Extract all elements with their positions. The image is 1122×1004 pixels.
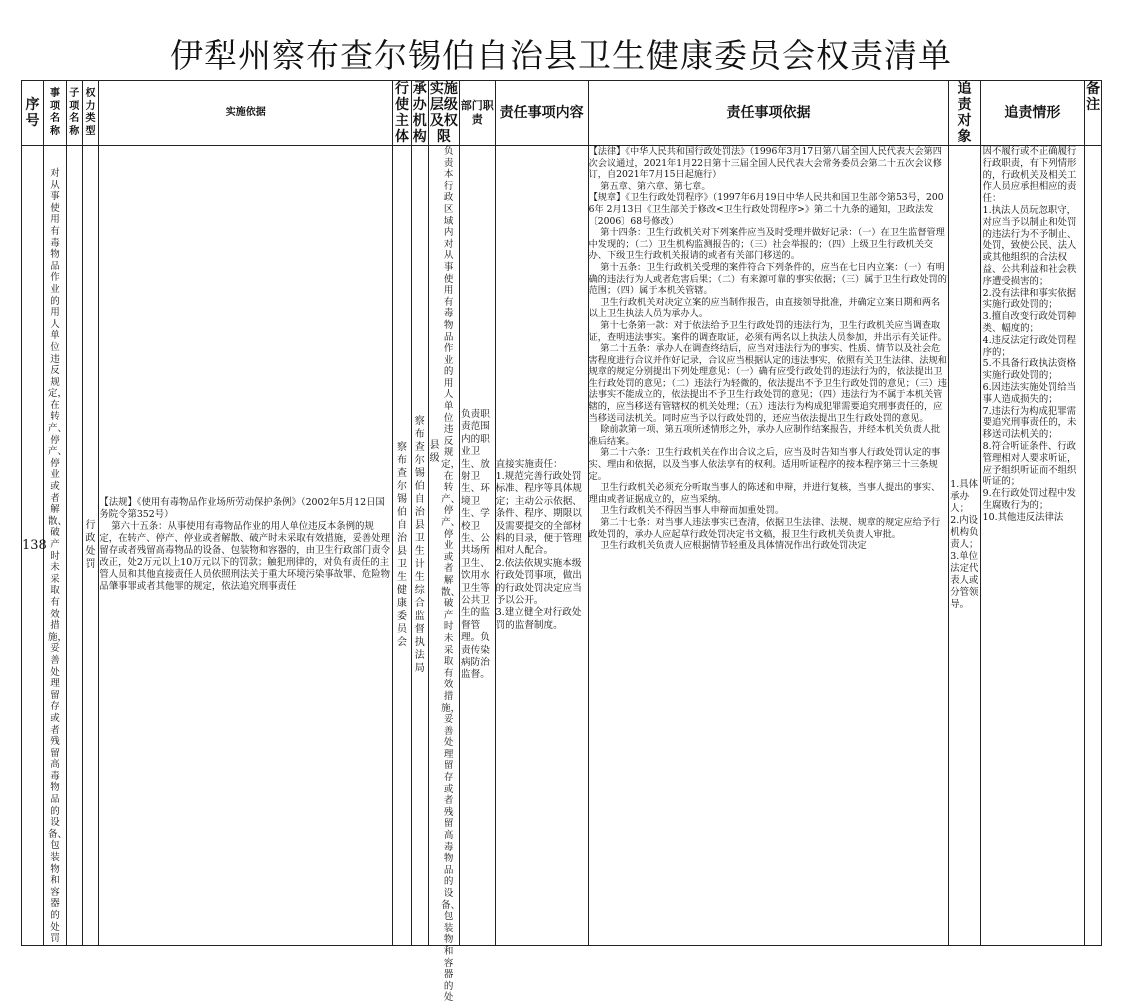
row-dept-duty: 负责职责范围内的职业卫生、放射卫生、环境卫生、学校卫生、公共场所卫生、饮用水卫生等公共卫生的监督管理。负责传染病防治监督。: [461, 408, 490, 681]
header-seq: 序号: [25, 97, 40, 129]
row-item-name: 对从事使用有毒物品作业的用人单位违反规定，在转产、停产、停业或者解散、破产时未采取有效措施，妥善处理留存或者残留高毒物品的设备、包装物和容器的处罚: [47, 168, 67, 945]
row-handling-org: 察布查尔锡伯自治县卫生计生综合监督执法局: [414, 416, 425, 675]
page-title: 伊犁州察布查尔锡伯自治县卫生健康委员会权责清单: [170, 36, 952, 75]
row-remarks: [1085, 146, 1102, 946]
row-resp-basis: 【法律】《中华人民共和国行政处罚法》（1996年3月17日第八届全国人民代表大会第四次会议通过，2021年1月22日第十三届全国人民代表大会常务委员会第二十五次会议修订，自2021年7月15日起施行） 第五章、第六章、第七章。 【规章】《卫生行政处罚程序》（1997年6月19日中华人民共和国卫生部令第53号，2006年 2月13日《卫生部关于修改<卫生行政处罚程序>》第二十九条的通知，卫政法发〔2006〕68号修改） 第十四条：卫生行政机关对下列案件应当及时受理并做好记录：（一）在卫生监督管理中发现的；（二）卫生机构监测报告的；（三）社会举报的；（四）上级卫生行政机关交办、下级卫生行政机关报请的或者有关部门移送的。 第十五条：卫生行政机关受理的案件符合下列条件的，应当在七日内立案：（一）有明确的违法行为人或者危害后果；（二）有来源可靠的事实依据；（三）属于卫生行政处罚的范围；（四）属于本机关管辖。 卫生行政机关对决定立案的应当制作报告，由直接领导批准，并确定立案日期和两名以上卫生执法人员为承办人。 第十七条第一款：对于依法给予卫生行政处罚的违法行为，卫生行政机关应当调查取证，查明违法事实。案件的调查取证，必须有两名以上执法人员参加，并出示有关证件。 第二十五条：承办人在调查终结后，应当对违法行为的事实、性质、情节以及社会危害程度进行合议并作好记录，合议应当根据认定的违法事实，依照有关卫生法律、法规和规章的规定分别提出下列处理意见：（一）确有应受行政处罚的违法行为的，依法提出卫生行政处罚的意见；（二）违法行为轻微的，依法提出不予卫生行政处罚的意见；（三）违法事实不能成立的，依法提出不予卫生行政处罚的意见；（四）违法行为不属于本机关管辖的，应当移送有管辖权的机关处理；（五）违法行为构成犯罪需要追究刑事责任的，应当移送司法机关。同时应当予以行政处罚的，还应当依法提出卫生行政处罚的意见。 除前款第一项、第五项所述情形之外，承办人应制作结案报告，并经本机关负责人批准后结案。 第二十六条：卫生行政机关在作出合议之后，应当及时告知当事人行政处罚认定的事实、理由和依据，以及当事人依法享有的权利。适用听证程序的按本程序第三十三条规定。 卫生行政机关必须充分听取当事人的陈述和申辩，并进行复核，当事人提出的事实、理由或者证据成立的，应当采纳。 卫生行政机关不得因当事人申辩而加重处罚。 第二十七条：对当事人违法事实已查清，依据卫生法律、法规、规章的规定应给予行政处罚的，承办人应起草行政处罚决定书文稿，报卫生行政机关负责人审批。 卫生行政机关负责人应根据情节轻重及具体情况作出行政处罚决定: [588, 146, 947, 552]
header-resp-basis: 责任事项依据: [588, 81, 949, 146]
header-resp-content: 责任事项内容: [495, 81, 588, 146]
header-level: 实施层级及权限: [429, 81, 458, 145]
row-circumstances: 因不履行或不正确履行行政职责，有下列情形的，行政机关及相关工作人员应承担相应的责任： 1.执法人员玩忽职守，对应当予以制止和处罚的违法行为不予制止、处罚，致使公民、法人或其他组织的合法权益、公共利益和社会秩序遭受损害的； 2.没有法律和事实依据实施行政处罚的； 3.擅自改变行政处罚种类、幅度的； 4.违反法定行政处罚程序的； 5.不具备行政执法资格实施行政处罚的； 6.因违法实施处罚给当事人造成损失的； 7.违法行为构成犯罪需要追究刑事责任的，未移送司法机关的； 8.符合听证条件、行政管理相对人要求听证，应予组织听证而不组织听证的； 9.在行政处罚过程中发生腐败行为的； 10.其他违反法律法: [982, 146, 1077, 523]
table-row: [22, 146, 1102, 946]
row-resp-content: 直接实施责任： 1.规范完善行政处罚标准、程序等具体规定；主动公示依据、条件、程序、期限以及需要提交的全部材料的目录，便于管理相对人配合。 2.依法依规实施本级行政处罚事项，做出的行政处罚决定应当予以公开。 3.建立健全对行政处罚的监督制度。: [495, 458, 582, 631]
header-power-type: 权力类型: [85, 88, 96, 137]
header-item-name: 事项名称: [49, 88, 60, 137]
header-basis: 实施依据: [99, 81, 393, 146]
row-level: 县级: [429, 440, 440, 464]
row-basis: 【法规】《使用有毒物品作业场所劳动保护条例》（2002年5月12日国务院令第352号） 第六十五条：从事使用有毒物品作业的用人单位违反本条例的规定，在转产、停产、停业或者解散、破产时未采取有效措施，妥善处理留存或者残留高毒物品的设备、包装物和容器的，由卫生行政部门责令改正，处2万元以上10万元以下的罚款；触犯刑律的，对负有责任的主管人员和其他直接责任人员依照刑法关于重大环境污染事故罪、危险物品肇事罪或者其他罪的规定，依法追究刑事责任: [99, 497, 390, 593]
responsibility-table: [21, 80, 1102, 1004]
header-handling-org: 承办机构: [412, 81, 427, 145]
header-dept-duty: 部门职责: [460, 99, 494, 126]
row-accountable: 1.具体承办人； 2.内设机构负责人； 3.单位法定代表人或分管领导。: [950, 479, 979, 611]
row-seq: 138: [22, 146, 44, 946]
header-sub-item: 子项名称: [69, 88, 80, 137]
row-subject: 察布查尔锡伯自治县卫生健康委员会: [397, 442, 408, 649]
header-remarks: 备注: [1086, 81, 1101, 113]
row-power-type: 行政处罚: [85, 520, 96, 571]
row-sub-item: [66, 146, 82, 946]
header-accountable: 追责对象: [957, 81, 972, 145]
header-subject: 行使主体: [395, 81, 410, 145]
row-level-scope: 负责本行政区域内对从事使用有毒物品作业的用人单位违反规定，在转产、停产、停业或者解散、破产时未采取有效措施，妥善处理留存或者残留高毒物品的设备、包装物和容器的处: [441, 146, 461, 1004]
header-circumstances: 追责情形: [980, 81, 1085, 146]
header-row: [22, 81, 1102, 146]
